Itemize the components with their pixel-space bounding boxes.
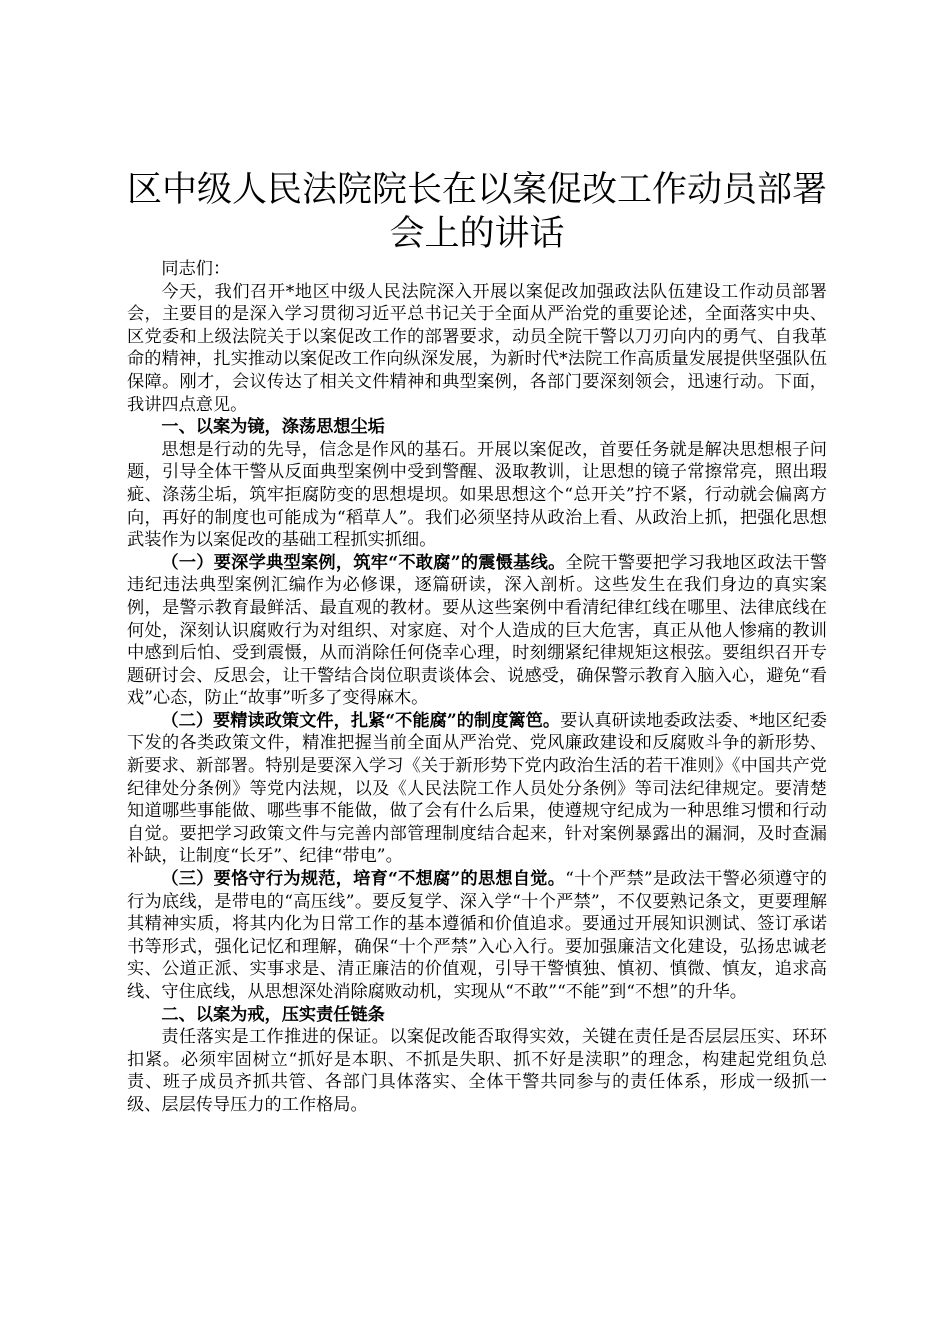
section-2-heading: 二、以案为戒，压实责任链条 (161, 1004, 385, 1025)
intro-paragraph: 今天，我们召开*地区中级人民法院深入开展以案促改加强政法队伍建设工作动员部署会，主要目的是深入学习贯彻习近平总书记关于全面从严治党的重要论述，全面落实中央、区党委和上级法院关于以案促改工作的部署要求，动员全院干警以刀刃向内的勇气、自我革命的精神，扎实推动以案促改工作向纵深发展，为新时代*法院工作高质量发展提供坚强队伍保障。刚才，会议传达了相关文件精神和典型案例，各部门要深刻领会，迅速行动。下面，我讲四点意见。 (127, 281, 827, 415)
section-1-heading: 一、以案为镜，涤荡思想尘垢 (161, 417, 385, 438)
subsection-2 (127, 710, 827, 868)
document-title (127, 168, 827, 256)
subsection-3 (127, 868, 827, 1004)
subsection-3-lead: （三）要恪守行为规范，培育“不想腐”的思想自觉。 (161, 869, 566, 890)
title-line-2: 会上的讲话 (389, 214, 565, 254)
subsection-3-text: “十个严禁”是政法干警必须遵守的行为底线，是带电的“高压线”。要反复学、深入学“十个严禁”，不仅要熟记条文，更要理解其精神实质，将其内化为日常工作的基本遵循和价值追求。要通过开展知识测试、签订承诺书等形式，强化记忆和理解，确保“十个严禁”入心入行。要加强廉洁文化建设，弘扬忠诚老实、公道正派、实事求是、清正廉洁的价值观，引导干警慎独、慎初、慎微、慎友，追求高线、守住底线，从思想深处消除腐败动机，实现从“不敢”“不能”到“不想”的升华。 (127, 869, 827, 1002)
title-line-1: 区中级人民法院院长在以案促改工作动员部署 (127, 170, 828, 210)
subsection-1-lead: （一）要深学典型案例，筑牢“不敢腐”的震慑基线。 (161, 552, 566, 573)
document-page (127, 168, 827, 1117)
subsection-2-lead: （二）要精读政策文件，扎紧“不能腐”的制度篱笆。 (161, 710, 561, 731)
salutation: 同志们： (161, 259, 231, 279)
section-2-paragraph: 责任落实是工作推进的保证。以案促改能否取得实效，关键在责任是否层层压实、环环扣紧。必须牢固树立“抓好是本职、不抓是失职、抓不好是渎职”的理念，构建起党组负总责、班子成员齐抓共管、各部门具体落实、全体干警共同参与的责任体系，形成一级抓一级、层层传导压力的工作格局。 (127, 1027, 827, 1115)
section-1-paragraph: 思想是行动的先导，信念是作风的基石。开展以案促改，首要任务就是解决思想根子问题，引导全体干警从反面典型案例中受到警醒、汲取教训，让思想的镜子常擦常亮，照出瑕疵、涤荡尘垢，筑牢拒腐防变的思想堤坝。如果思想这个“总开关”拧不紧，行动就会偏离方向，再好的制度也可能成为“稻草人”。我们必须坚持从政治上看、从政治上抓，把强化思想武装作为以案促改的基础工程抓实抓细。 (127, 439, 827, 551)
subsection-1-text: 全院干警要把学习我地区政法干警违纪违法典型案例汇编作为必修课，逐篇研读，深入剖析。这些发生在我们身边的真实案例，是警示教育最鲜活、最直观的教材。要从这些案例中看清纪律红线在哪里、法律底线在何处，深刻认识腐败行为对组织、对家庭、对个人造成的巨大危害，真正从他人惨痛的教训中感到后怕、受到震慑，从而消除任何侥幸心理，时刻绷紧纪律规矩这根弦。要组织召开专题研讨会、反思会，让干警结合岗位职责谈体会、说感受，确保警示教育入脑入心，避免“看戏”心态，防止“故事”听多了变得麻木。 (127, 552, 827, 709)
subsection-2-text: 要认真研读地委政法委、*地区纪委下发的各类政策文件，精准把握当前全面从严治党、党风廉政建设和反腐败斗争的新形势、新要求、新部署。特别是要深入学习《关于新形势下党内政治生活的若干准则》《中国共产党纪律处分条例》等党内法规，以及《人民法院工作人员处分条例》等司法纪律规定。要清楚知道哪些事能做、哪些事不能做，做了会有什么后果，使遵规守纪成为一种思维习惯和行动自觉。要把学习政策文件与完善内部管理制度结合起来，针对案例暴露出的漏洞，及时查漏补缺，让制度“长牙”、纪律“带电”。 (127, 710, 827, 867)
subsection-1 (127, 552, 827, 710)
